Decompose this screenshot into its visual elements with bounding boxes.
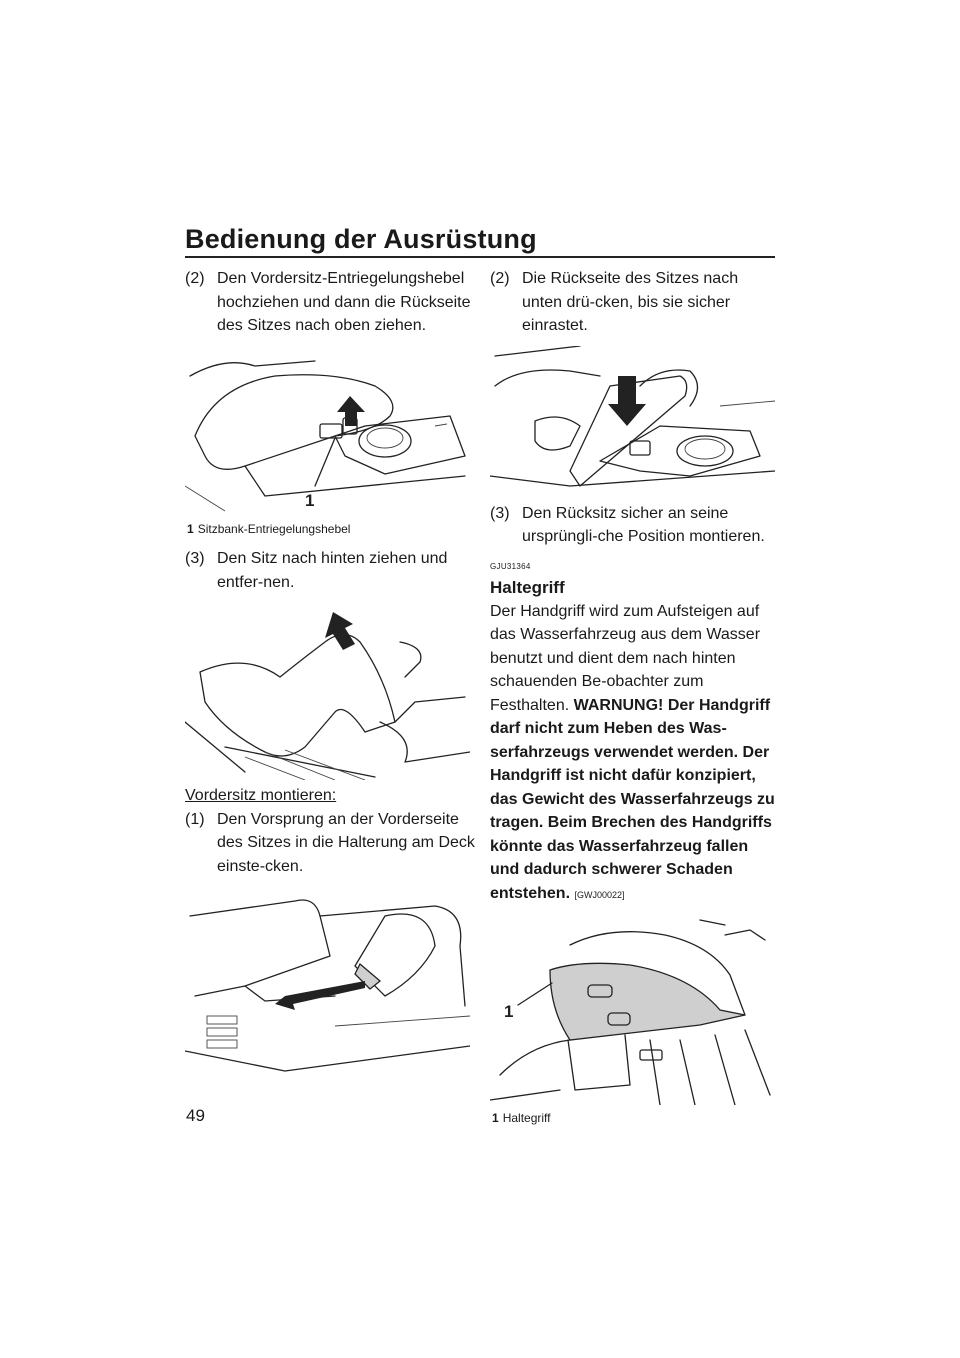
step-2-remove (185, 267, 475, 338)
figure-caption: 1 Sitzbank-Entriegelungshebel (187, 521, 351, 536)
figure-callout: 1 (504, 1002, 514, 1021)
intro-text: Der Handgriff wird zum Aufsteigen auf das Wasserfahrzeug aus dem Wasser benutzt und dient dem nach hinten schauenden Be-obachter zum Festhalten. (490, 602, 761, 714)
warning-code: [GWJ00022] (574, 889, 625, 900)
figure-seat-insert (185, 886, 470, 1074)
section-title: Haltegriff (490, 578, 565, 597)
step-number: (2) (185, 270, 205, 287)
figure-callout: 1 (305, 490, 315, 510)
step-text: Den Vordersitz-Entriegelungshebel hochziehen und dann die Rückseite des Sitzes nach oben ziehen. (217, 270, 471, 334)
figure-seat-removal (185, 602, 470, 780)
step-text: Die Rückseite des Sitzes nach unten drü-cken, bis sie sicher einrastet. (522, 270, 739, 334)
step-3-mount-rear-seat (490, 502, 776, 549)
figure-caption: 1 Haltegriff (492, 1111, 551, 1125)
step-text: Den Vorsprung an der Vorderseite des Sitzes in die Halterung am Deck einste-cken. (217, 810, 475, 875)
install-step-1 (185, 808, 475, 879)
step-number: (2) (490, 270, 510, 287)
figure-seat-release-lever (185, 346, 470, 516)
step-text: Den Sitz nach hinten ziehen und entfer-nen. (217, 550, 448, 591)
step-number: (3) (490, 504, 510, 522)
install-subheading: Vordersitz montieren: (185, 787, 337, 804)
page-title: Bedienung der Ausrüstung (185, 224, 537, 254)
right-column (490, 267, 776, 1137)
step-2-press-down (490, 267, 776, 338)
section-code: GJU31364 (490, 561, 531, 571)
left-column (185, 267, 475, 1074)
warning-text: WARNUNG! Der Handgriff darf nicht zum Heben des Was-serfahrzeugs verwendet werden. Der Handgriff ist nicht dafür konzipiert, das Gewicht des Wasserfahrzeugs zu tragen. Beim Brechen des Handgriffs könnte das Wasserfahrzeug fallen und dadurch schwerer Schaden entstehen. (490, 696, 775, 902)
step-number: (3) (185, 550, 205, 567)
figure-grab-handle (490, 915, 775, 1105)
section-paragraph (490, 600, 776, 908)
step-number: (1) (185, 810, 205, 828)
figure-seat-press-down (490, 346, 775, 496)
page-number: 49 (186, 1106, 205, 1125)
step-text: Den Rücksitz sicher an seine ursprüngli-che Position montieren. (522, 504, 765, 545)
title-rule (185, 256, 775, 258)
step-3-pull-back (185, 547, 475, 594)
